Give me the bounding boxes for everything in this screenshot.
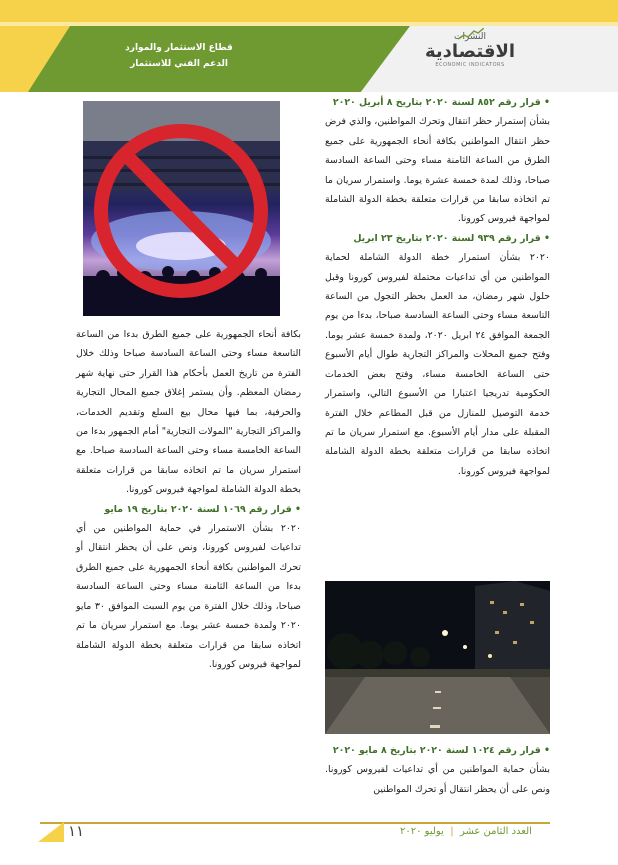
street-scene [325,581,550,734]
decree-939-body: ٢٠٢٠ بشأن استمرار خطة الدولة الشاملة لحماية المواطنين من أي تداعيات محتملة لفيروس كورونا وقبل حلول شهر رمضان، مد العمل بحظر التجول من الساعة التاسعة مساء وحتى الساعة السادسة صباحا، بدءا من يوم الجمعة الموافق ٢٤ ابريل ٢٠٢٠، ولمدة خمسة عشر يوما. وفتح جميع المحلات والمراكز التجارية طوال أيام الأسبوع حتى الساعة الخامسة مساء، وفتح بعض الخدمات الحكومية تدريجيا اعتبارا من الأسبوع التالي، واستمرار خدمة التوصيل للمنازل من قبل المطاعم خلال الفترة المقبلة على مدار أيام الأسبوع. مع استمرار سريان ما تم اتخاذه سابقا من قرارات متعلقة بخطة الدولة الشاملة لمواجهة فيروس كورونا. [325,252,550,477]
footer-rule [40,822,550,824]
decree-939-continuation: بكافة أنحاء الجمهورية على جميع الطرق بدءا من الساعة التاسعة مساء وحتى الساعة السادسة صباحا وذلك خلال الفترة من تاريخ العمل بأحكام هذا القرار حتى نهاية شهر رمضان المعظم. وأن يستمر إغلاق جميع المحال التجارية والحرفية، بما فيها محال بيع السلع وتقديم الخدمات، والمراكز التجارية "المولات التجارية" أمام الجمهور بدءا من الساعة الخامسة مساء وحتى الساعة السادسة صباحا. مع استمرار سريان ما تم اتخاذه سابقا من قرارات متعلقة بخطة الدولة الشاملة لمواجهة فيروس كورونا. [76,329,301,496]
footer-triangle [38,822,64,842]
logo-latin-text: ECONOMIC INDICATORS [435,62,505,68]
right-column-bottom [325,741,550,799]
decree-939-title: • قرار رقم ٩٣٩ لسنة ٢٠٢٠ بتاريخ ٢٣ ابريل [353,232,550,244]
page-number: ١١ [68,822,85,840]
left-column [76,325,301,674]
decree-1024-title: • قرار رقم ١٠٢٤ لسنة ٢٠٢٠ بتاريخ ٨ مايو ٢٠٢٠ [332,745,550,756]
concert-prohibition-image [83,101,280,316]
logo-main-text: الاقتصادية [424,41,516,62]
decree-1024-body: بشأن حماية المواطنين من أي تداعيات لفيروس كورونا. ونص على أن يحظر انتقال أو تحرك المواطنين [325,764,550,795]
decree-1069-body: ٢٠٢٠ بشأن الاستمرار في حماية المواطنين من أي تداعيات لفيروس كورونا، ونص على أن يحظر انتقال أو تحرك المواطنين بكافة أنحاء الجمهورية على جميع الطرق بدءا من الساعة الثامنة مساء وحتى الساعة السادسة صباحا، وذلك خلال الفترة من يوم السبت الموافق ٣٠ مايو ٢٠٢٠ ولمدة خمسة عشر يوما. مع استمرار سريان ما تم اتخاذه سابقا من قرارات متعلقة بخطة الدولة الشاملة لمواجهة فيروس كورونا. [76,523,301,670]
right-column-top [325,93,550,481]
sector-label [74,40,284,72]
decree-852-title: • قرار رقم ٨٥٢ لسنة ٢٠٢٠ بتاريخ ٨ أبريل ٢٠٢٠ [332,97,550,108]
empty-street-image [325,581,550,734]
sector-line-2: الدعم الفني للاستثمار [130,59,228,69]
issue-date: يوليو ٢٠٢٠ [400,826,444,837]
logo-small-text: النشرات [454,32,486,42]
issue-info [400,826,532,837]
decree-852-body: بشأن إستمرار حظر انتقال وتحرك المواطنين، والذي فرض حظر انتقال المواطنين بكافة أنحاء الجمهورية على جميع الطرق من الساعة الثامنة مساء وحتى الساعة السادسة صباحا، وذلك لمدة خمسة عشرة يوما. واستمرار سريان ما تم اتخاذه سابقا من قرارات متعلقة بخطة الدولة الشاملة لمواجهة فيروس كورونا. [325,116,550,225]
logo-chart-icon [458,28,484,40]
sector-line-1: قطاع الاستثمار والموارد [125,43,233,53]
logo [420,32,520,86]
issue-separator: | [447,826,457,837]
decree-1069-title: • قرار رقم ١٠٦٩ لسنة ٢٠٢٠ بتاريخ ١٩ مايو [104,503,301,515]
issue-number: العدد الثامن عشر [459,826,532,837]
top-stripe [0,0,618,22]
concert-scene [83,101,280,316]
